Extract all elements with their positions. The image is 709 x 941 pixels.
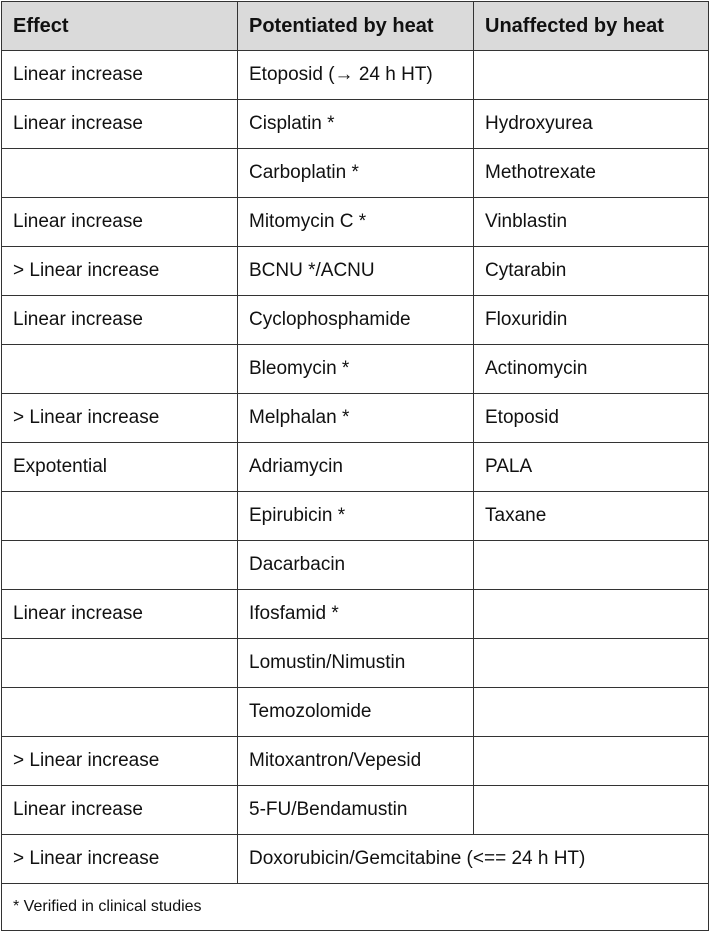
cell-unaffected	[474, 786, 709, 835]
cell-potentiated: 5-FU/Bendamustin	[238, 786, 474, 835]
table-row	[2, 639, 709, 688]
table-row	[2, 492, 709, 541]
table-row	[2, 198, 709, 247]
table-row	[2, 100, 709, 149]
cell-unaffected: Actinomycin	[474, 345, 709, 394]
footnote: * Verified in clinical studies	[2, 884, 709, 931]
cell-effect: > Linear increase	[2, 737, 238, 786]
cell-potentiated: Carboplatin *	[238, 149, 474, 198]
cell-unaffected	[474, 688, 709, 737]
cell-effect: > Linear increase	[2, 835, 238, 884]
table-row	[2, 296, 709, 345]
cell-potentiated: Doxorubicin/Gemcitabine (<== 24 h HT)	[238, 835, 709, 884]
table-row	[2, 443, 709, 492]
table-row	[2, 688, 709, 737]
cell-effect	[2, 541, 238, 590]
cell-potentiated: Dacarbacin	[238, 541, 474, 590]
header-potentiated: Potentiated by heat	[238, 2, 474, 51]
header-effect: Effect	[2, 2, 238, 51]
footnote-row	[2, 884, 709, 931]
cell-potentiated: BCNU */ACNU	[238, 247, 474, 296]
table-row	[2, 737, 709, 786]
cell-effect	[2, 345, 238, 394]
table-row	[2, 590, 709, 639]
cell-effect	[2, 639, 238, 688]
cell-unaffected: Floxuridin	[474, 296, 709, 345]
cell-effect	[2, 688, 238, 737]
cell-effect	[2, 492, 238, 541]
cell-unaffected: Vinblastin	[474, 198, 709, 247]
cell-unaffected	[474, 639, 709, 688]
cell-potentiated: Etoposid (→ 24 h HT)	[238, 51, 474, 100]
cell-effect: > Linear increase	[2, 247, 238, 296]
table-row	[2, 247, 709, 296]
cell-effect: Expotential	[2, 443, 238, 492]
cell-potentiated: Cyclophosphamide	[238, 296, 474, 345]
cell-effect: Linear increase	[2, 786, 238, 835]
header-row	[2, 2, 709, 51]
table-row	[2, 394, 709, 443]
table-row	[2, 786, 709, 835]
cell-unaffected: Taxane	[474, 492, 709, 541]
table-row	[2, 345, 709, 394]
cell-potentiated: Bleomycin *	[238, 345, 474, 394]
cell-unaffected	[474, 737, 709, 786]
cell-unaffected	[474, 541, 709, 590]
cell-effect	[2, 149, 238, 198]
cell-unaffected: Methotrexate	[474, 149, 709, 198]
table-row	[2, 541, 709, 590]
table-row	[2, 149, 709, 198]
cell-potentiated: Mitoxantron/Vepesid	[238, 737, 474, 786]
cell-unaffected	[474, 590, 709, 639]
table-row	[2, 835, 709, 884]
cell-potentiated: Mitomycin C *	[238, 198, 474, 247]
table-body	[2, 51, 709, 931]
cell-unaffected: Etoposid	[474, 394, 709, 443]
cell-potentiated: Ifosfamid *	[238, 590, 474, 639]
cell-potentiated: Cisplatin *	[238, 100, 474, 149]
cell-potentiated: Temozolomide	[238, 688, 474, 737]
cell-unaffected: PALA	[474, 443, 709, 492]
table-header	[2, 2, 709, 51]
cell-effect: Linear increase	[2, 590, 238, 639]
cell-potentiated: Adriamycin	[238, 443, 474, 492]
cell-potentiated: Melphalan *	[238, 394, 474, 443]
cell-unaffected: Cytarabin	[474, 247, 709, 296]
cell-potentiated: Lomustin/Nimustin	[238, 639, 474, 688]
cell-unaffected: Hydroxyurea	[474, 100, 709, 149]
cell-effect: > Linear increase	[2, 394, 238, 443]
cell-potentiated: Epirubicin *	[238, 492, 474, 541]
cell-effect: Linear increase	[2, 296, 238, 345]
header-unaffected: Unaffected by heat	[474, 2, 709, 51]
cell-effect: Linear increase	[2, 51, 238, 100]
heat-effect-table	[1, 1, 709, 931]
table-row	[2, 51, 709, 100]
cell-effect: Linear increase	[2, 198, 238, 247]
cell-unaffected	[474, 51, 709, 100]
cell-effect: Linear increase	[2, 100, 238, 149]
